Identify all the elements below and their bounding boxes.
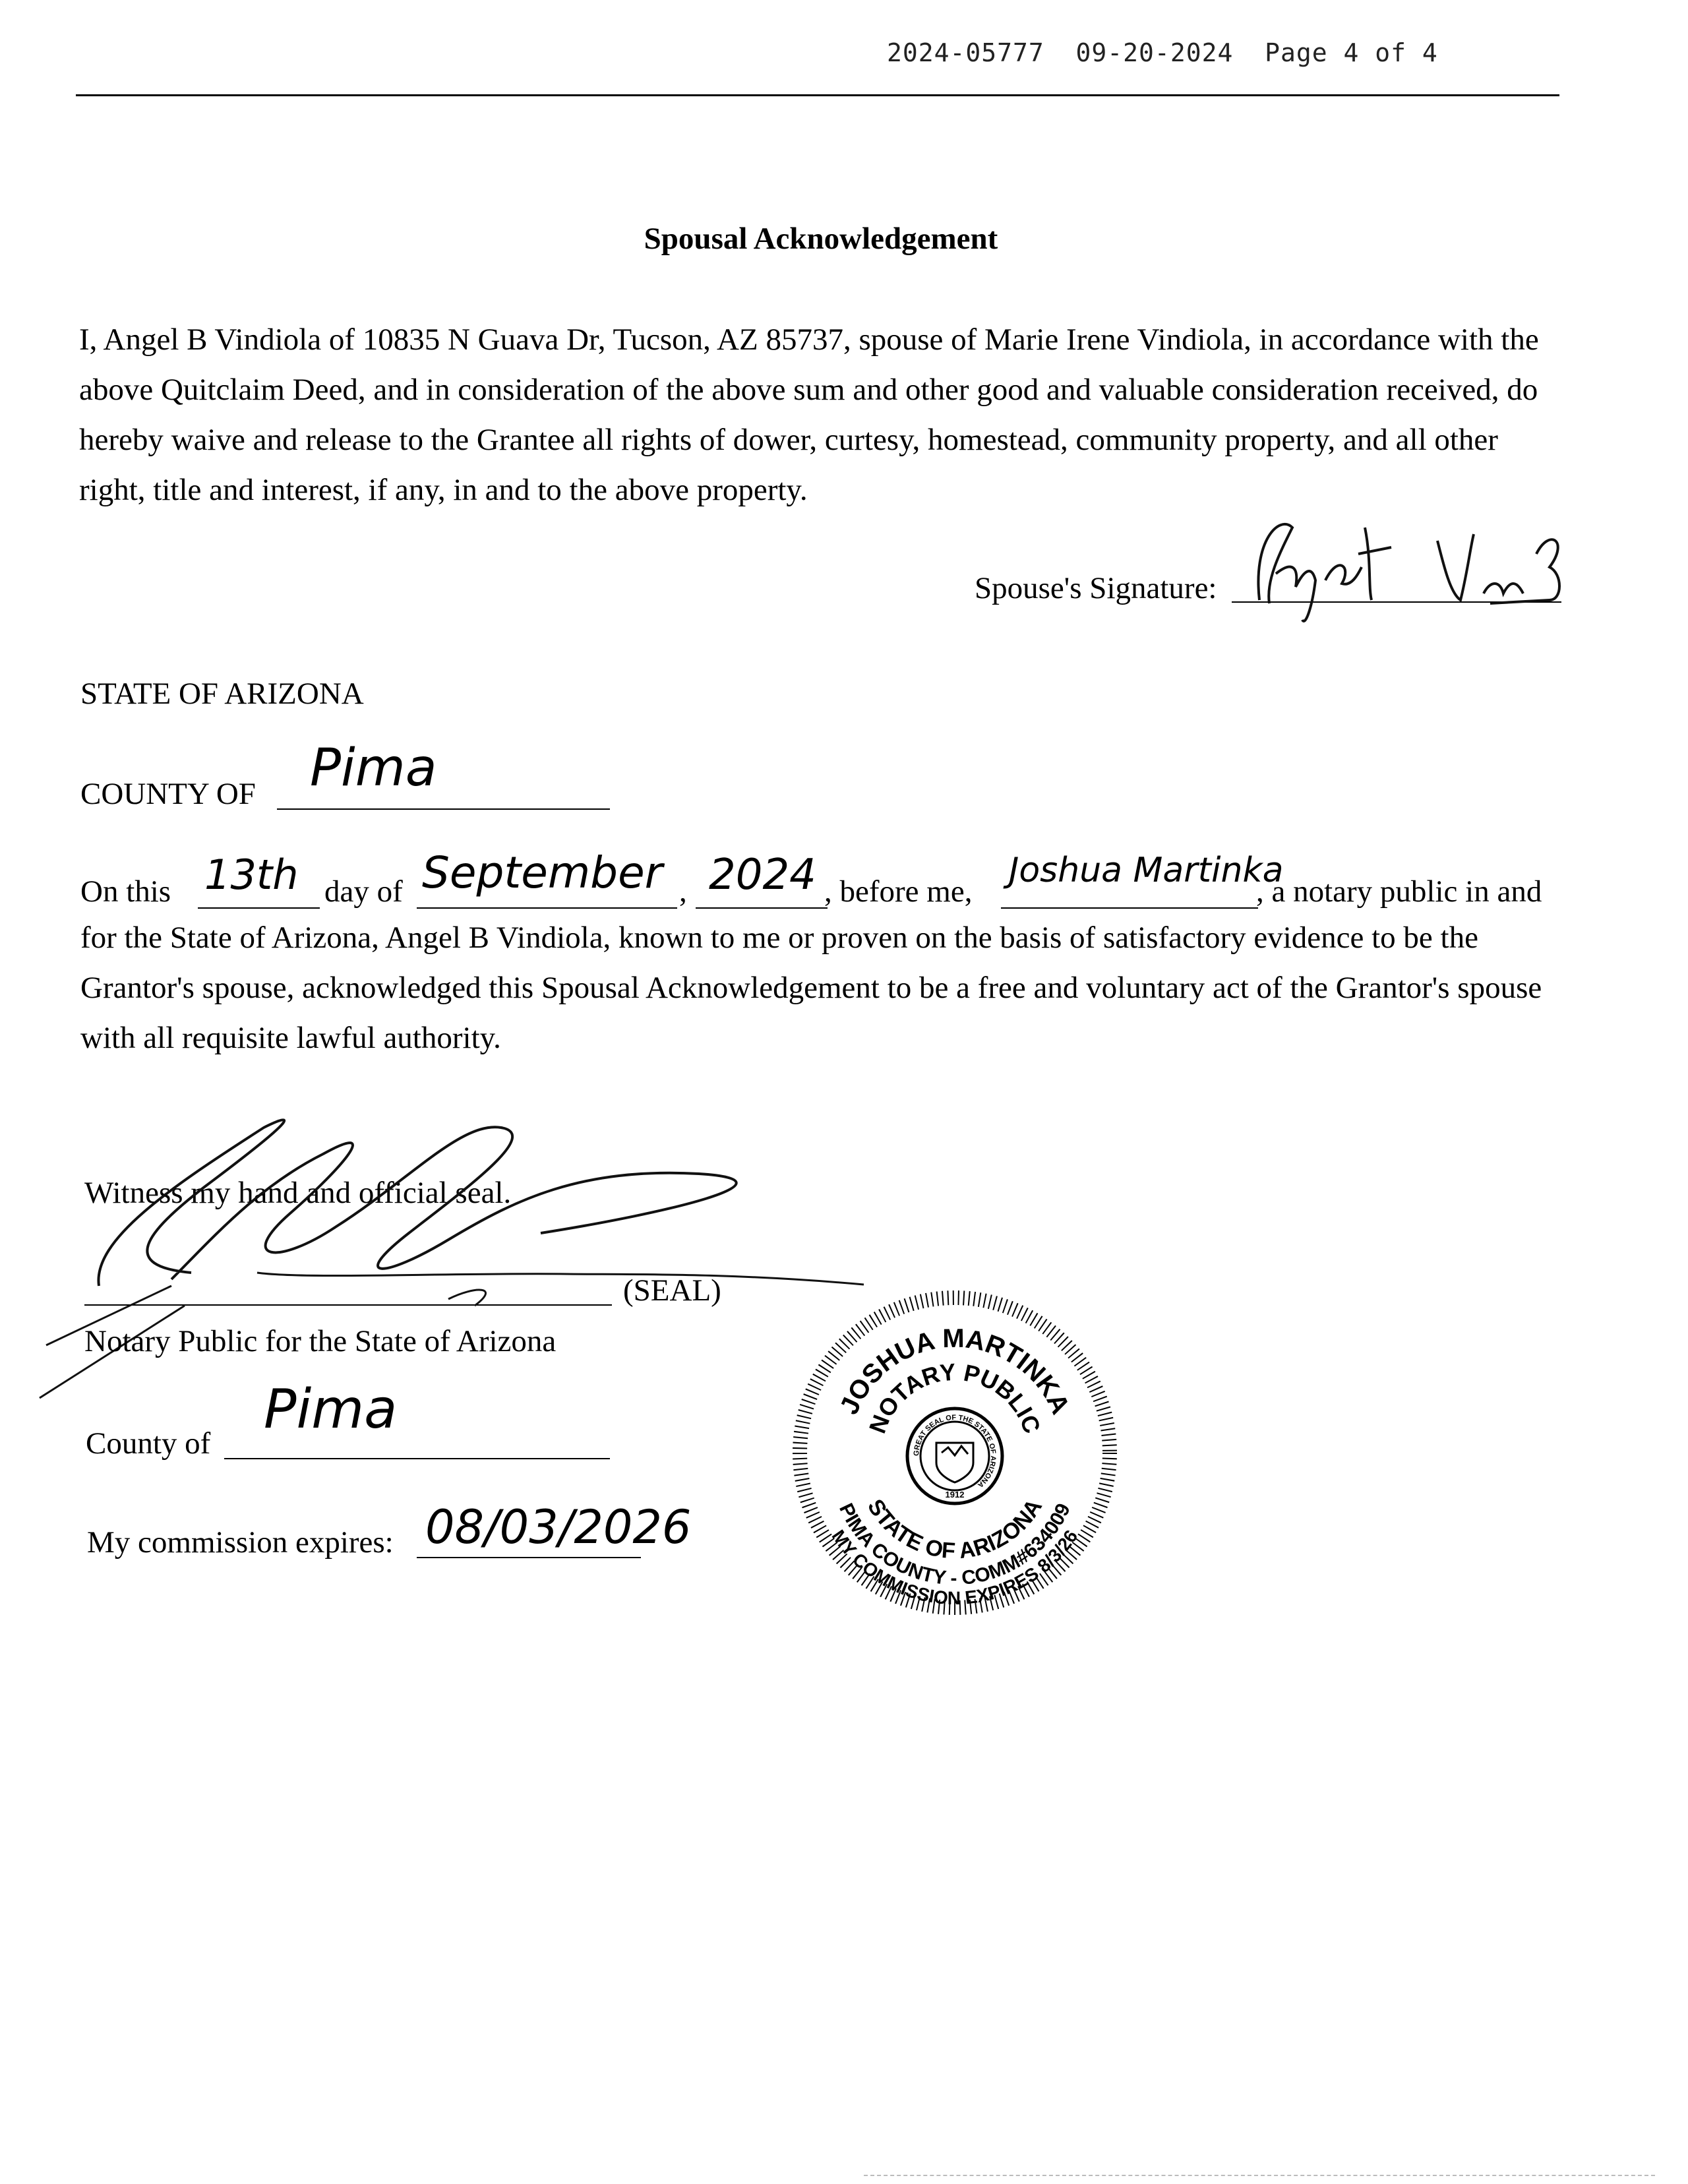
county-of-handwritten: Pima: [264, 1378, 398, 1441]
day-handwritten: 13th: [204, 851, 299, 899]
stamp-state: STATE OF ARIZONA: [862, 1494, 1048, 1564]
svg-text:GREAT SEAL OF THE STATE OF ARI: [913, 1414, 997, 1489]
seal-shield-icon: [936, 1443, 973, 1482]
notary-stamp: [783, 1294, 1126, 1611]
commission-handwritten: 08/03/2026: [425, 1500, 692, 1554]
stamp-county-comm: PIMA COUNTY - COMM#634009: [835, 1500, 1075, 1590]
seal-year: 1912: [945, 1490, 965, 1500]
county-blank: [277, 808, 610, 810]
commission-label: My commission expires:: [87, 1525, 394, 1560]
recording-header: [887, 38, 1438, 67]
year-handwritten: 2024: [709, 851, 816, 899]
recording-date: 09-20-2024: [1075, 38, 1234, 67]
ack-day-of: day of: [324, 874, 403, 909]
stamp-title: NOTARY PUBLIC: [863, 1358, 1046, 1437]
document-number: 2024-05777: [887, 38, 1044, 67]
witness-text: Witness my hand and official seal.: [84, 1176, 512, 1210]
county-of-blank: [224, 1458, 610, 1459]
county-of-label: County of: [86, 1426, 211, 1461]
header-rule: [76, 94, 1559, 96]
year-blank: [696, 907, 828, 909]
ack-before-me: , before me,: [824, 874, 973, 909]
page-indicator: Page 4 of 4: [1265, 38, 1438, 67]
day-blank: [198, 907, 320, 909]
county-label: COUNTY OF: [80, 777, 256, 811]
stamp-name: JOSHUA MARTINKA: [834, 1323, 1075, 1419]
notary-public-line: Notary Public for the State of Arizona: [84, 1324, 557, 1358]
seal-label: (SEAL): [623, 1273, 721, 1308]
spouse-signature-label: Spouse's Signature:: [975, 571, 1217, 605]
spousal-statement: I, Angel B Vindiola of 10835 N Guava Dr, Tucson, AZ 85737, spouse of Marie Irene Vindiola, in accordance with the above Quitclaim Deed, and in consideration of the above sum and other good and valuable consideration received, do hereby waive and release to the Grantee all rights of dower, curtesy, homestead, community property, and all other right, title and interest, if any, in and to the above property.: [79, 322, 1539, 507]
month-blank: [417, 907, 677, 909]
notary-name-blank: [1001, 907, 1258, 909]
ack-comma: ,: [679, 874, 687, 909]
scan-artifact: [864, 2175, 1655, 2176]
stamp-expires: MY COMMISSION EXPIRES 8/3/26: [828, 1526, 1082, 1608]
state-line: STATE OF ARIZONA: [80, 677, 364, 711]
ack-notary-tail: , a notary public in and: [1256, 874, 1542, 909]
month-handwritten: September: [422, 847, 663, 898]
notary-name-handwritten: Joshua Martinka: [1009, 851, 1284, 890]
page-title: Spousal Acknowledgement: [644, 222, 998, 256]
county-handwritten: Pima: [310, 739, 437, 798]
notary-signature-mark: [40, 1108, 870, 1411]
spouse-signature-mark: [1240, 501, 1569, 633]
commission-blank: [417, 1557, 641, 1558]
seal-ring-text: GREAT SEAL OF THE STATE OF ARIZONA: [912, 1413, 998, 1489]
ack-body: for the State of Arizona, Angel B Vindiola, known to me or proven on the basis of satisfactory evidence to be the Grantor's spouse, acknowledged this Spousal Acknowledgement to be a free and voluntary act of the Grantor's spouse with all requisite lawful authority.: [80, 921, 1542, 1055]
ack-on-this: On this: [80, 874, 171, 909]
